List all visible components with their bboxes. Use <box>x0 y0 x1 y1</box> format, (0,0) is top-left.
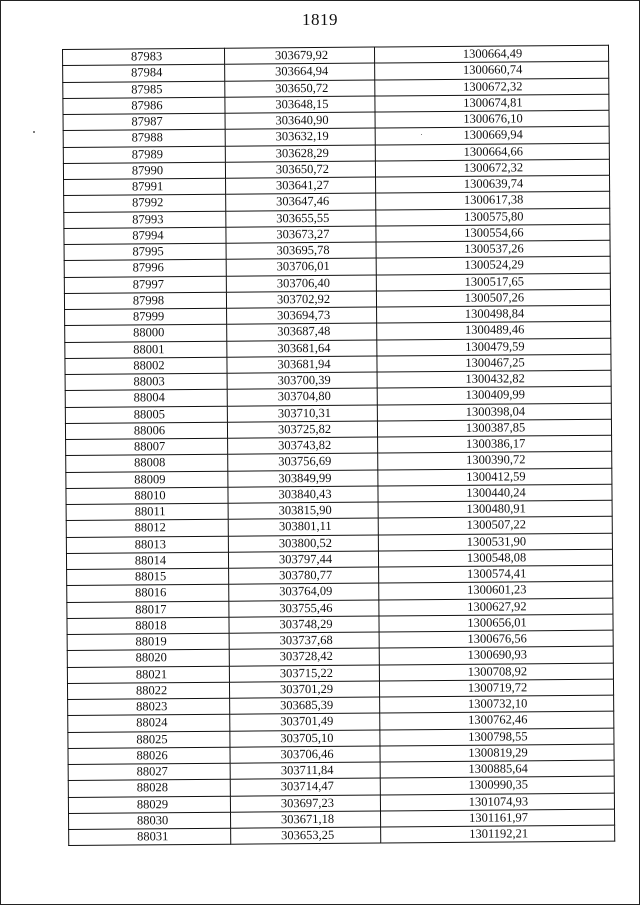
y-coordinate-cell: 303650,72 <box>225 80 375 97</box>
y-coordinate-cell: 303737,68 <box>229 632 379 649</box>
y-coordinate-cell: 303755,46 <box>229 600 379 617</box>
x-coordinate-cell: 1300762,46 <box>380 711 614 729</box>
y-coordinate-cell: 303664,94 <box>225 63 375 80</box>
y-coordinate-cell: 303756,69 <box>228 453 378 470</box>
y-coordinate-cell: 303764,09 <box>229 583 379 600</box>
x-coordinate-cell: 1300819,29 <box>380 744 614 762</box>
x-coordinate-cell: 1300617,38 <box>376 191 610 209</box>
point-number-cell: 87989 <box>63 146 225 164</box>
y-coordinate-cell: 303632,19 <box>225 128 375 145</box>
x-coordinate-cell: 1300719,72 <box>379 679 613 697</box>
point-number-cell: 87998 <box>64 292 226 310</box>
x-coordinate-cell: 1300674,81 <box>375 94 609 112</box>
y-coordinate-cell: 303628,29 <box>225 145 375 162</box>
point-number-cell: 87993 <box>64 211 226 229</box>
point-number-cell: 88006 <box>65 422 227 440</box>
x-coordinate-cell: 1300664,66 <box>375 143 609 161</box>
y-coordinate-cell: 303640,90 <box>225 112 375 129</box>
x-coordinate-cell: 1301161,97 <box>380 809 614 827</box>
x-coordinate-cell: 1300390,72 <box>378 451 612 469</box>
point-number-cell: 88029 <box>68 796 230 814</box>
x-coordinate-cell: 1301074,93 <box>380 793 614 811</box>
x-coordinate-cell: 1300467,25 <box>377 354 611 372</box>
y-coordinate-cell: 303743,82 <box>228 437 378 454</box>
x-coordinate-cell: 1300627,92 <box>379 598 613 616</box>
point-number-cell: 88016 <box>67 584 229 602</box>
x-coordinate-cell: 1300498,84 <box>377 305 611 323</box>
scan-speck <box>421 134 422 135</box>
point-number-cell: 87992 <box>64 194 226 212</box>
y-coordinate-cell: 303641,27 <box>226 177 376 194</box>
x-coordinate-cell: 1300507,26 <box>376 289 610 307</box>
y-coordinate-cell: 303706,40 <box>226 275 376 292</box>
x-coordinate-cell: 1300601,23 <box>379 581 613 599</box>
y-coordinate-cell: 303685,39 <box>230 697 380 714</box>
x-coordinate-cell: 1300386,17 <box>378 435 612 453</box>
x-coordinate-cell: 1300480,91 <box>378 500 612 518</box>
y-coordinate-cell: 303681,64 <box>227 340 377 357</box>
point-number-cell: 88019 <box>67 633 229 651</box>
x-coordinate-cell: 1300548,08 <box>378 549 612 567</box>
x-coordinate-cell: 1300732,10 <box>380 695 614 713</box>
y-coordinate-cell: 303648,15 <box>225 96 375 113</box>
y-coordinate-cell: 303711,84 <box>230 762 380 779</box>
y-coordinate-cell: 303704,80 <box>227 388 377 405</box>
x-coordinate-cell: 1300531,90 <box>378 533 612 551</box>
y-coordinate-cell: 303849,99 <box>228 470 378 487</box>
point-number-cell: 88017 <box>67 601 229 619</box>
point-number-cell: 88004 <box>65 389 227 407</box>
x-coordinate-cell: 1300672,32 <box>375 78 609 96</box>
point-number-cell: 88021 <box>67 666 229 684</box>
x-coordinate-cell: 1300517,65 <box>376 273 610 291</box>
point-number-cell: 88028 <box>68 779 230 797</box>
x-coordinate-cell: 1300664,49 <box>374 45 608 63</box>
point-number-cell: 87996 <box>64 259 226 277</box>
x-coordinate-cell: 1300537,26 <box>376 240 610 258</box>
y-coordinate-cell: 303647,46 <box>226 193 376 210</box>
point-number-cell: 87999 <box>65 308 227 326</box>
point-number-cell: 88023 <box>68 698 230 716</box>
point-number-cell: 87988 <box>63 129 225 147</box>
coordinates-table <box>62 45 615 847</box>
x-coordinate-cell: 1300672,32 <box>375 159 609 177</box>
x-coordinate-cell: 1300479,59 <box>377 338 611 356</box>
x-coordinate-cell: 1300690,93 <box>379 646 613 664</box>
x-coordinate-cell: 1301192,21 <box>381 825 615 843</box>
x-coordinate-cell: 1300669,94 <box>375 126 609 144</box>
x-coordinate-cell: 1300489,46 <box>377 321 611 339</box>
point-number-cell: 88026 <box>68 747 230 765</box>
x-coordinate-cell: 1300524,29 <box>376 256 610 274</box>
y-coordinate-cell: 303748,29 <box>229 616 379 633</box>
y-coordinate-cell: 303679,92 <box>224 47 374 64</box>
y-coordinate-cell: 303671,18 <box>230 811 380 828</box>
x-coordinate-cell: 1300990,35 <box>380 776 614 794</box>
x-coordinate-cell: 1300660,74 <box>375 61 609 79</box>
point-number-cell: 88015 <box>67 568 229 586</box>
point-number-cell: 88010 <box>66 487 228 505</box>
point-number-cell: 88011 <box>66 503 228 521</box>
point-number-cell: 88018 <box>67 617 229 635</box>
y-coordinate-cell: 303697,23 <box>230 795 380 812</box>
y-coordinate-cell: 303710,31 <box>227 405 377 422</box>
point-number-cell: 88000 <box>65 324 227 342</box>
point-number-cell: 88027 <box>68 763 230 781</box>
point-number-cell: 87987 <box>63 113 225 131</box>
y-coordinate-cell: 303714,47 <box>230 778 380 795</box>
y-coordinate-cell: 303797,44 <box>228 551 378 568</box>
point-number-cell: 88003 <box>65 373 227 391</box>
point-number-cell: 88022 <box>67 682 229 700</box>
y-coordinate-cell: 303694,73 <box>227 307 377 324</box>
point-number-cell: 88024 <box>68 714 230 732</box>
y-coordinate-cell: 303681,94 <box>227 356 377 373</box>
y-coordinate-cell: 303801,11 <box>228 518 378 535</box>
x-coordinate-cell: 1300574,41 <box>379 565 613 583</box>
point-number-cell: 88001 <box>65 341 227 359</box>
point-number-cell: 87995 <box>64 243 226 261</box>
point-number-cell: 88002 <box>65 357 227 375</box>
table-row <box>69 825 615 846</box>
y-coordinate-cell: 303653,25 <box>231 827 381 844</box>
x-coordinate-cell: 1300708,92 <box>379 663 613 681</box>
y-coordinate-cell: 303725,82 <box>227 421 377 438</box>
point-number-cell: 88030 <box>69 812 231 830</box>
x-coordinate-cell: 1300409,99 <box>377 386 611 404</box>
point-number-cell: 87991 <box>64 178 226 196</box>
y-coordinate-cell: 303800,52 <box>228 535 378 552</box>
y-coordinate-cell: 303655,55 <box>226 210 376 227</box>
y-coordinate-cell: 303673,27 <box>226 226 376 243</box>
y-coordinate-cell: 303815,90 <box>228 502 378 519</box>
x-coordinate-cell: 1300575,80 <box>376 208 610 226</box>
point-number-cell: 88020 <box>67 649 229 667</box>
point-number-cell: 87984 <box>63 64 225 82</box>
y-coordinate-cell: 303705,10 <box>230 730 380 747</box>
y-coordinate-cell: 303840,43 <box>228 486 378 503</box>
y-coordinate-cell: 303715,22 <box>229 665 379 682</box>
y-coordinate-cell: 303701,49 <box>230 713 380 730</box>
point-number-cell: 87986 <box>63 97 225 115</box>
y-coordinate-cell: 303650,72 <box>225 161 375 178</box>
x-coordinate-cell: 1300387,85 <box>377 419 611 437</box>
y-coordinate-cell: 303706,46 <box>230 746 380 763</box>
point-number-cell: 87994 <box>64 227 226 245</box>
x-coordinate-cell: 1300639,74 <box>376 175 610 193</box>
coordinates-table-body <box>63 45 615 846</box>
y-coordinate-cell: 303695,78 <box>226 242 376 259</box>
point-number-cell: 88008 <box>66 454 228 472</box>
x-coordinate-cell: 1300440,24 <box>378 484 612 502</box>
point-number-cell: 88031 <box>69 828 231 846</box>
point-number-cell: 87990 <box>63 162 225 180</box>
point-number-cell: 88025 <box>68 731 230 749</box>
page-number: 1819 <box>302 10 338 29</box>
y-coordinate-cell: 303687,48 <box>227 323 377 340</box>
point-number-cell: 88012 <box>66 519 228 537</box>
point-number-cell: 87983 <box>63 48 225 66</box>
point-number-cell: 87985 <box>63 81 225 99</box>
x-coordinate-cell: 1300398,04 <box>377 403 611 421</box>
point-number-cell: 87997 <box>64 276 226 294</box>
x-coordinate-cell: 1300412,59 <box>378 468 612 486</box>
y-coordinate-cell: 303702,92 <box>226 291 376 308</box>
y-coordinate-cell: 303780,77 <box>229 567 379 584</box>
point-number-cell: 88007 <box>66 438 228 456</box>
y-coordinate-cell: 303706,01 <box>226 258 376 275</box>
x-coordinate-cell: 1300554,66 <box>376 224 610 242</box>
y-coordinate-cell: 303728,42 <box>229 648 379 665</box>
x-coordinate-cell: 1300885,64 <box>380 760 614 778</box>
point-number-cell: 88005 <box>65 406 227 424</box>
point-number-cell: 88009 <box>66 471 228 489</box>
x-coordinate-cell: 1300656,01 <box>379 614 613 632</box>
y-coordinate-cell: 303701,29 <box>229 681 379 698</box>
point-number-cell: 88014 <box>66 552 228 570</box>
x-coordinate-cell: 1300432,82 <box>377 370 611 388</box>
x-coordinate-cell: 1300676,10 <box>375 110 609 128</box>
x-coordinate-cell: 1300798,55 <box>380 728 614 746</box>
y-coordinate-cell: 303700,39 <box>227 372 377 389</box>
point-number-cell: 88013 <box>66 536 228 554</box>
x-coordinate-cell: 1300507,22 <box>378 516 612 534</box>
scan-speck <box>33 131 35 133</box>
x-coordinate-cell: 1300676,56 <box>379 630 613 648</box>
